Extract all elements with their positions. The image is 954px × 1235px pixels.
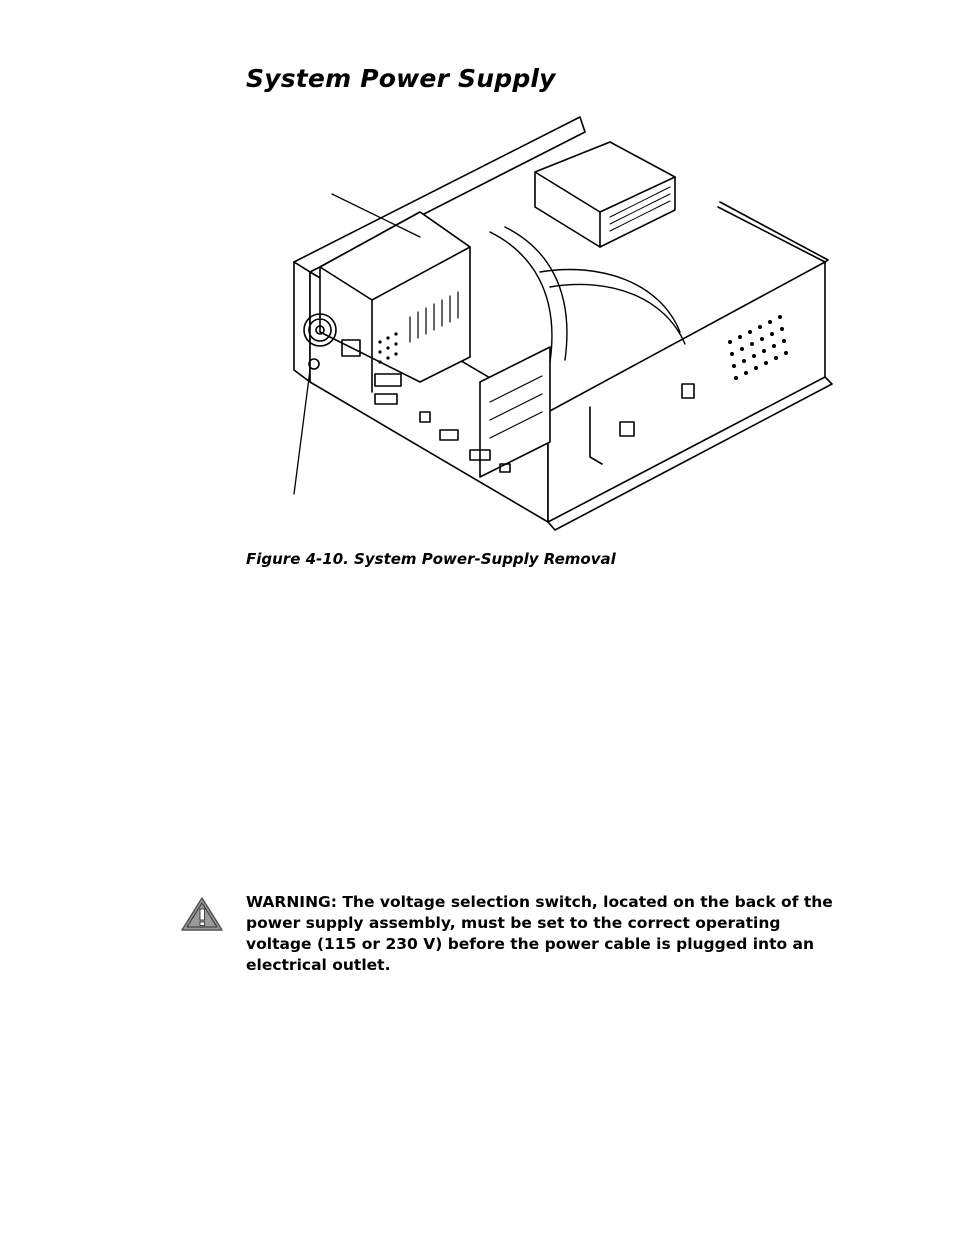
- figure-caption: Figure 4-10. System Power-Supply Removal: [246, 550, 616, 568]
- page-title: System Power Supply: [246, 64, 556, 93]
- computer-chassis-illustration: [280, 112, 840, 532]
- warning-triangle-icon: [180, 896, 224, 932]
- warning-text: WARNING: The voltage selection switch, located on the back of the power supply assembly, must be set to the correct operating voltage (115 or 230 V) before the power cable is plugged into an electrical outlet.: [246, 893, 833, 974]
